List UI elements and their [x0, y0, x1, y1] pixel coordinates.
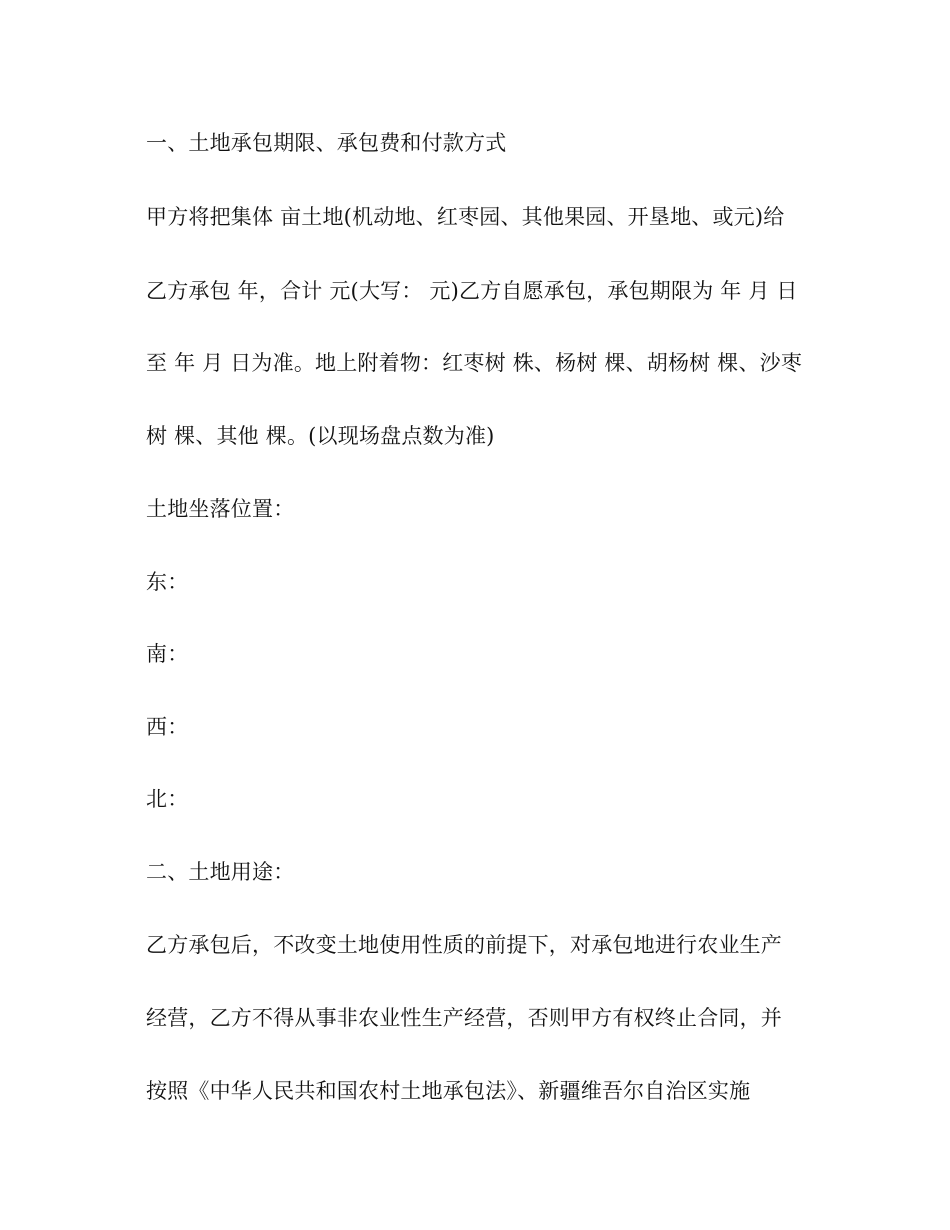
- paragraph-line: 乙方承包 年，合计 元(大写： 元)乙方自愿承包，承包期限为 年 月 日: [146, 279, 798, 303]
- boundary-south-label: 南：: [146, 642, 189, 666]
- paragraph-line: 乙方承包后，不改变土地使用性质的前提下，对承包地进行农业生产: [146, 933, 782, 957]
- section-heading-term-fee-payment: 一、土地承包期限、承包费和付款方式: [146, 131, 507, 155]
- paragraph-line: 至 年 月 日为准。地上附着物：红枣树 株、杨树 棵、胡杨树 棵、沙枣: [146, 351, 803, 375]
- land-location-label: 土地坐落位置：: [146, 497, 295, 521]
- paragraph-line: 甲方将把集体 亩土地(机动地、红枣园、其他果园、开垦地、或元)给: [146, 205, 785, 229]
- boundary-east-label: 东：: [146, 570, 189, 594]
- section-heading-land-use: 二、土地用途：: [146, 860, 295, 884]
- paragraph-line: 经营，乙方不得从事非农业性生产经营，否则甲方有权终止合同，并: [146, 1006, 782, 1030]
- boundary-north-label: 北：: [146, 787, 189, 811]
- paragraph-line: 按照《中华人民共和国农村土地承包法》、新疆维吾尔自治区实施: [146, 1079, 751, 1103]
- paragraph-line: 树 棵、其他 棵。(以现场盘点数为准): [146, 424, 495, 448]
- boundary-west-label: 西：: [146, 715, 189, 739]
